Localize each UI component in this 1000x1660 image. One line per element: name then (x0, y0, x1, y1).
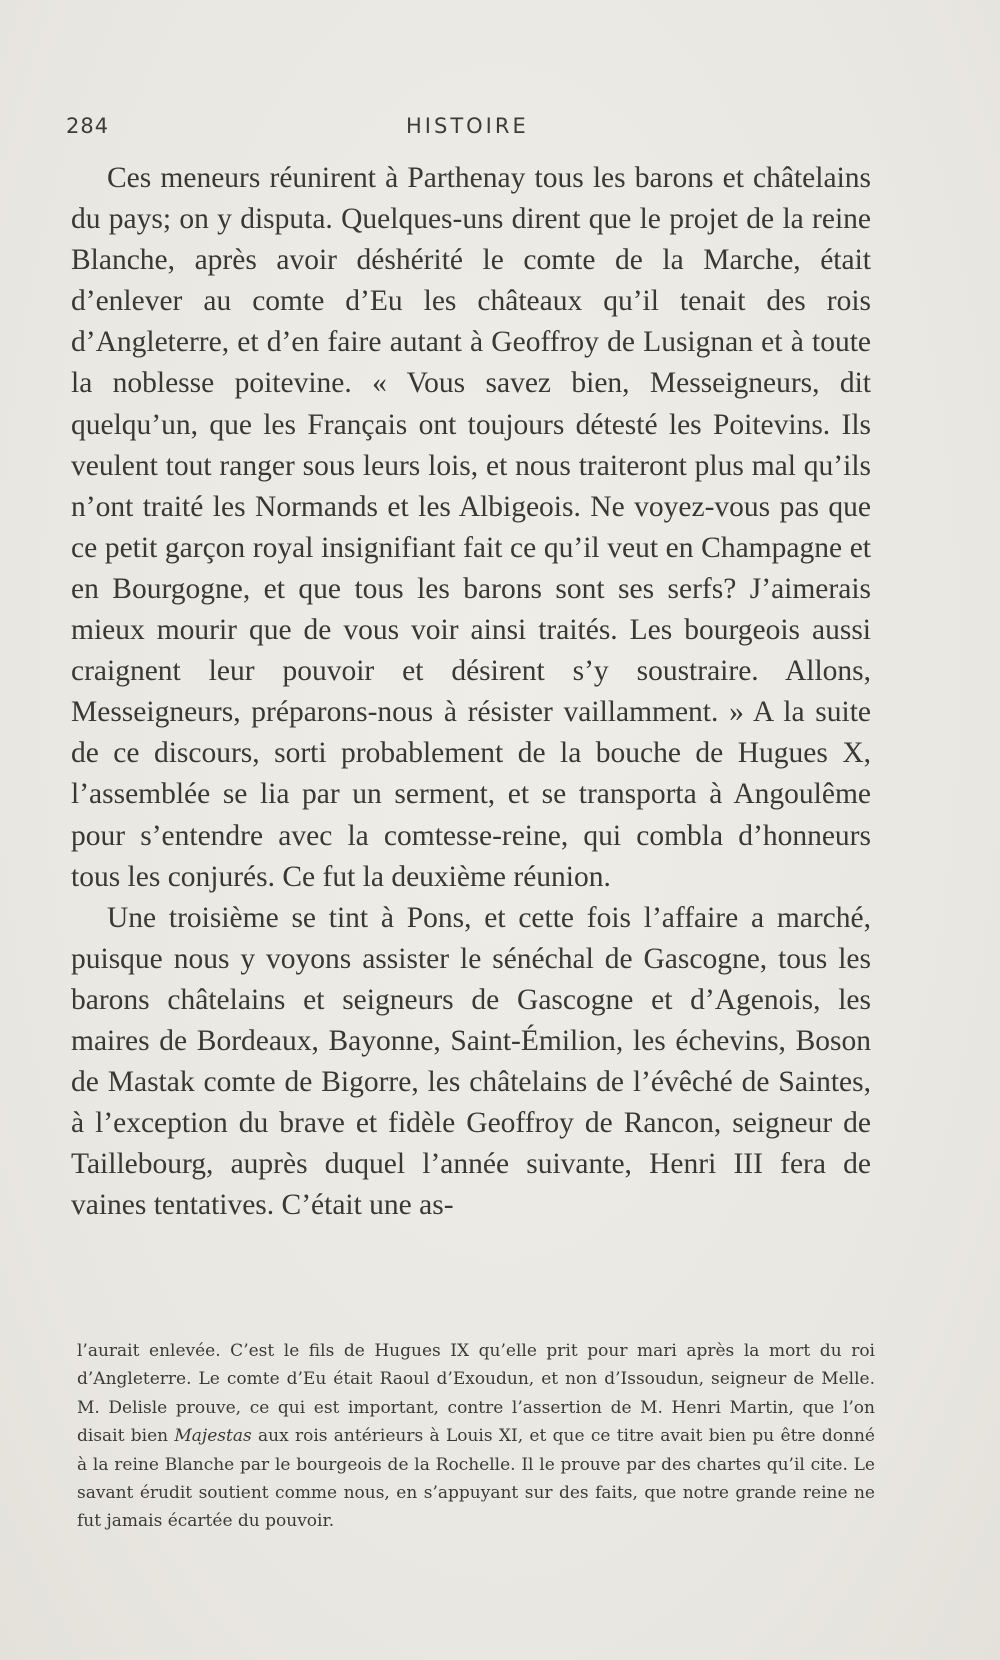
body-text (71, 158, 871, 1226)
paragraph: Une troisième se tint à Pons, et cette fois l’affaire a marché, puisque nous y voyons assister le sénéchal de Gascogne, tous les barons châtelains et seigneurs de Gascogne et d’Agenois, les maires de Bordeaux, Bayonne, Saint-Émilion, les échevins, Boson de Mastak comte de Bigorre, les châtelains de l’évêché de Saintes, à l’exception du brave et fidèle Geoffroy de Rancon, seigneur de Taillebourg, auprès duquel l’année suivante, Henri III fera de vaines tentatives. C’était une as- (71, 901, 871, 1222)
footnote-text: l’aurait enlevée. C’est le fils de Hugues IX qu’elle prit pour mari après la mort du roi d’Angleterre. Le comte d’Eu était Raoul d’Exoudun, et non d’Issoudun, seigneur de Melle. M. Delisle prouve, ce qui est important, contre l’assertion de M. Henri Martin, que l’on disait bien (77, 1341, 875, 1447)
footnote-italic-term: Majestas (174, 1426, 252, 1447)
running-head (66, 108, 878, 148)
footnote-text: aux rois antérieurs à Louis XI, et que ce titre avait bien pu être donné à la reine Blanche par le bourgeois de la Rochelle. Il le prouve par des chartes qu’il cite. Le savant érudit soutient comme nous, en s’appuyant sur des faits, que notre grande reine ne fut jamais écartée du pouvoir. (77, 1426, 875, 1532)
running-title: HISTOIRE (406, 114, 529, 138)
footnote (77, 1337, 875, 1536)
page-number: 284 (66, 114, 110, 138)
footnote-paragraph (77, 1337, 875, 1536)
paragraph: Ces meneurs réunirent à Parthenay tous les barons et châtelains du pays; on y disputa. Quelques-uns dirent que le projet de la reine Blanche, après avoir déshérité le comte de la Marche, était d’enlever au comte d’Eu les châteaux qu’il tenait des rois d’Angleterre, et d’en faire autant à Geoffroy de Lusignan et à toute la noblesse poitevine. « Vous savez bien, Messeigneurs, dit quelqu’un, que les Français ont toujours détesté les Poitevins. Ils veulent tout ranger sous leurs lois, et nous traiteront plus mal qu’ils n’ont traité les Normands et les Albigeois. Ne voyez-vous pas que ce petit garçon royal insignifiant fait ce qu’il veut en Champagne et en Bourgogne, et que tous les barons sont ses serfs? J’aimerais mieux mourir que de vous voir ainsi traités. Les bourgeois aussi craignent leur pouvoir et désirent s’y soustraire. Allons, Messeigneurs, préparons-nous à résister vaillamment. » A la suite de ce discours, sorti probablement de la bouche de Hugues X, l’assemblée se lia par un serment, et se transporta à Angoulême pour s’entendre avec la comtesse-reine, qui combla d’honneurs tous les conjurés. Ce fut la deuxième réunion. (71, 162, 871, 893)
